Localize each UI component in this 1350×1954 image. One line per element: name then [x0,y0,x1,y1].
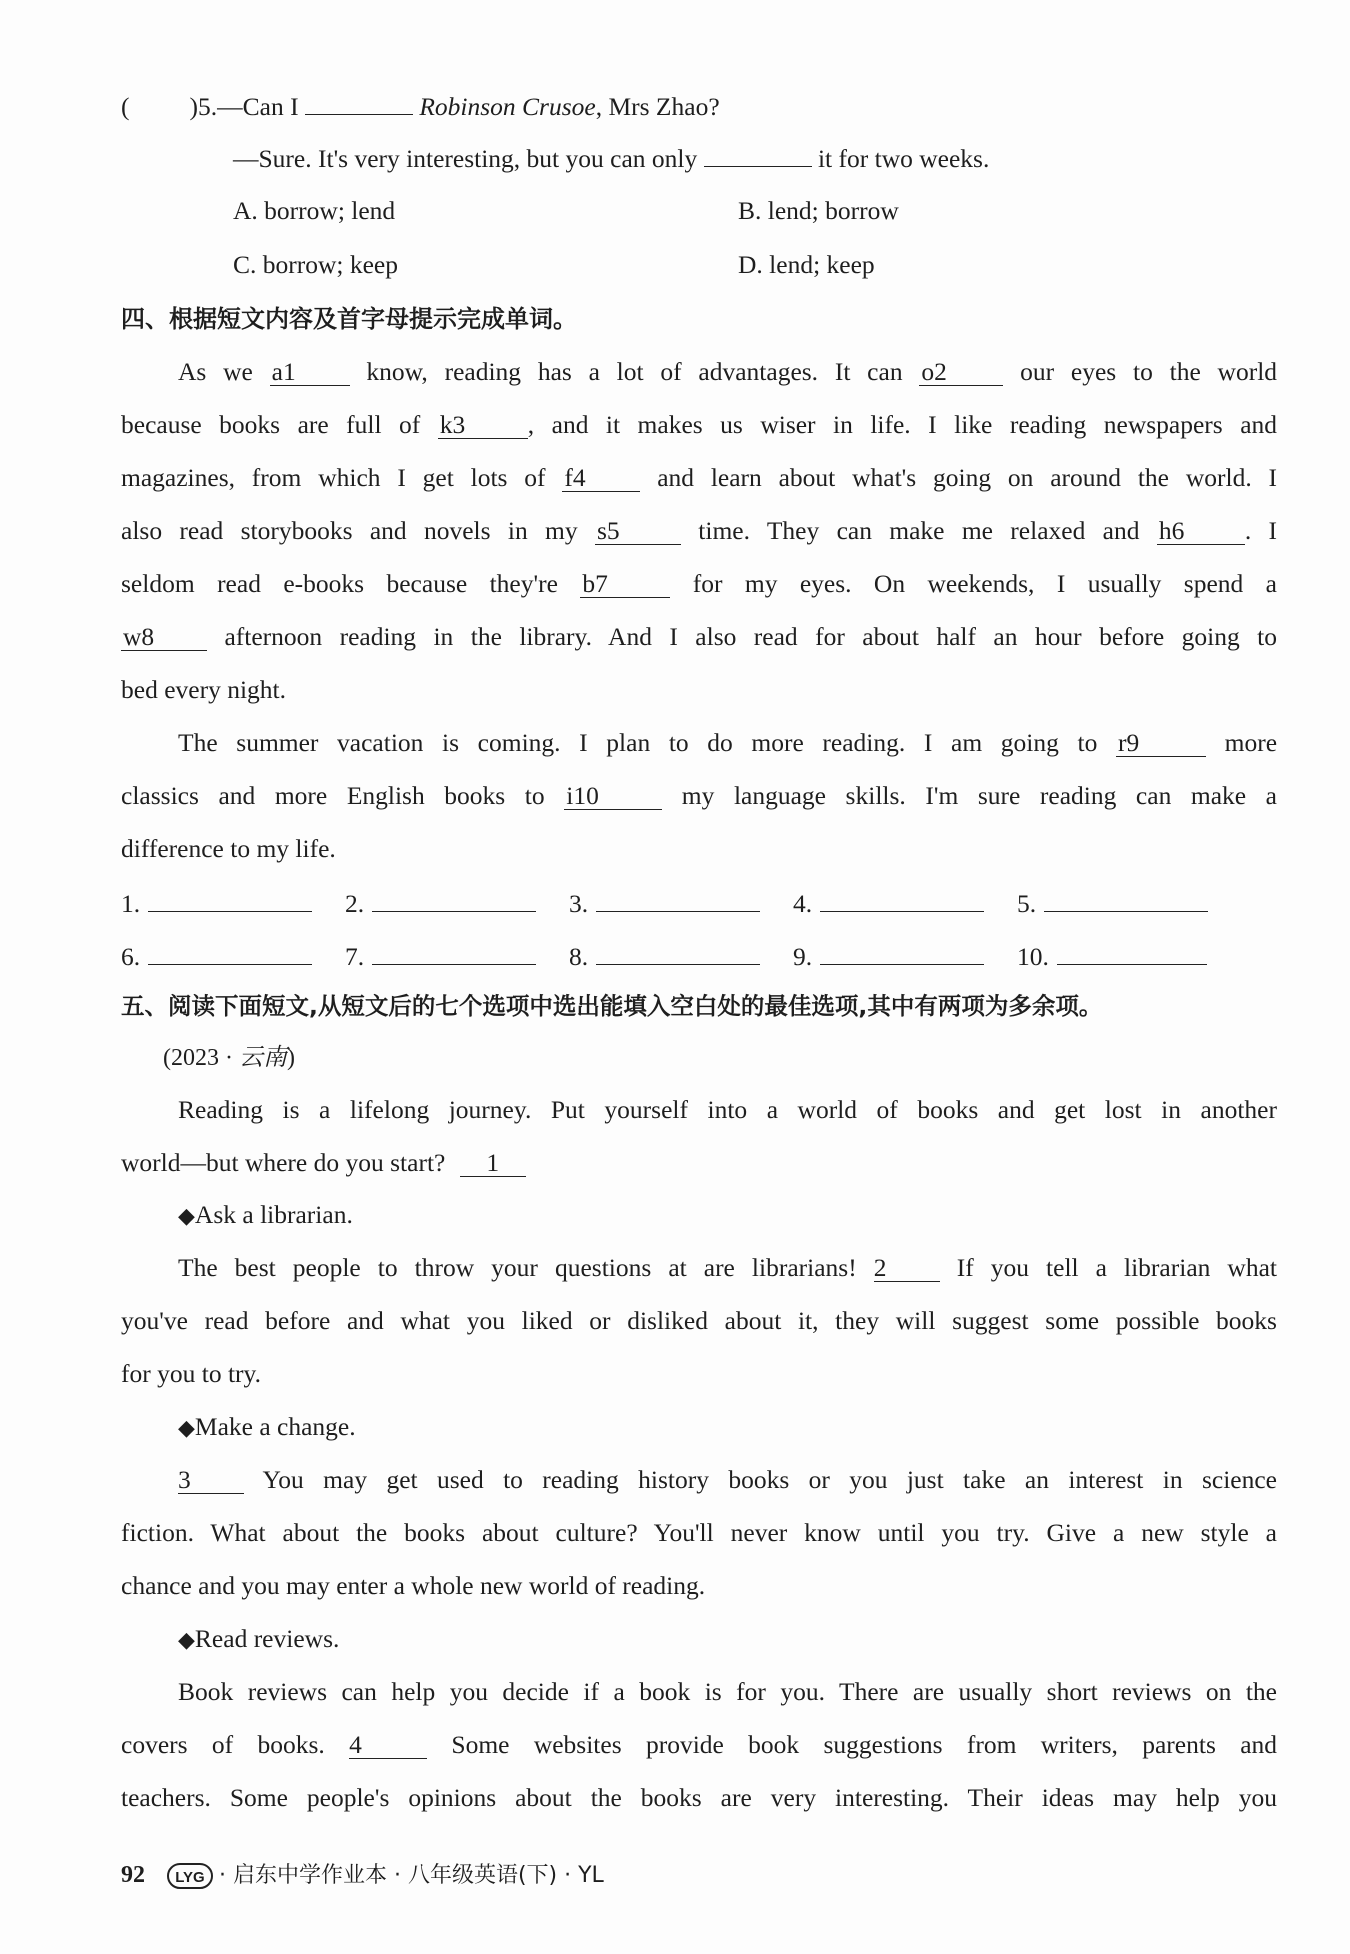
answer-row-2 [121,938,1241,972]
answer-field[interactable]: 2. [345,885,536,921]
s5-p1-line-1: Reading is a lifelong journey. Put yourself into a world of books and get lost in another [178,1095,1277,1124]
s4-line-6: w 8 afternoon reading in the library. And I also read for about half an hour before going to [123,622,1277,651]
s5-p2-line-1: The best people to throw your questions at are librarians! 2 If you tell a librarian what [178,1253,1277,1282]
diamond-bullet-icon: ◆ [178,1416,195,1441]
publisher-logo: LYG [167,1863,213,1889]
s5-p2-line-3: for you to try. [121,1359,261,1388]
answer-field[interactable]: 4. [793,885,984,921]
s5-p2-line-2: you've read before and what you liked or disliked about it, they will suggest some possible books [121,1306,1277,1335]
answer-paren: ( [121,92,130,121]
s5-p3-line-1: 3 You may get used to reading history books or you just take an interest in science [178,1465,1277,1494]
q5-option-a: A. borrow; lend [233,196,396,225]
s5-p1-line-2: world—but where do you start? 1 [121,1146,1277,1180]
s4-line-8: The summer vacation is coming. I plan to do more reading. I am going to r 9 more [178,728,1278,757]
s4-line-2: because books are full of k 3 , and it makes us wiser in life. I like reading newspapers and [121,410,1278,439]
s4-line-1: As we a 1 know, reading has a lot of advantages. It can o 2 our eyes to the world [178,357,1278,386]
answer-field[interactable]: 6. [121,938,312,974]
s5-p4-line-3: teachers. Some people's opinions about the books are very interesting. Their ideas may help you [121,1783,1277,1812]
page-footer [121,1855,604,1895]
answer-field[interactable]: 10. [1017,938,1207,974]
s5-p3-line-3: chance and you may enter a whole new world of reading. [121,1571,706,1600]
q5-option-d: D. lend; keep [738,250,875,279]
s5-p4-line-1: Book reviews can help you decide if a book is for you. There are usually short reviews on the [178,1677,1277,1706]
page-number: 92 [121,1862,145,1888]
answer-field[interactable]: 9. [793,938,984,974]
q5-blank-2 [704,166,812,167]
subheading-ask-librarian: ◆Ask a librarian. [178,1200,353,1229]
section-5-heading: 五、阅读下面短文,从短文后的七个选项中选出能填入空白处的最佳选项,其中有两项为多余项。 [121,992,1103,1020]
answer-field[interactable]: 5. [1017,885,1208,921]
s4-line-3: magazines, from which I get lots of f 4 and learn about what's going on around the world. I [121,463,1277,492]
q5-option-b: B. lend; borrow [738,196,899,225]
diamond-bullet-icon: ◆ [178,1628,195,1653]
s4-line-4: also read storybooks and novels in my s 5 time. They can make me relaxed and h 6 . I [121,516,1278,545]
subheading-make-change: ◆Make a change. [178,1412,356,1441]
answer-field[interactable]: 8. [569,938,760,974]
section-4-heading: 四、根据短文内容及首字母提示完成单词。 [121,305,577,333]
q5-option-c: C. borrow; keep [233,250,399,279]
s4-line-10: difference to my life. [121,834,336,863]
source-note: (2023 · 云南) [163,1043,295,1071]
s5-p3-line-2: fiction. What about the books about culture? You'll never know until you try. Give a new style a [121,1518,1277,1547]
answer-field[interactable]: 1. [121,885,312,921]
diamond-bullet-icon: ◆ [178,1204,195,1229]
answer-row-1 [121,885,1241,919]
subheading-read-reviews: ◆Read reviews. [178,1624,340,1653]
book-title: · 启东中学作业本 · 八年级英语(下) · YL [219,1863,604,1888]
q5-blank-1 [305,114,413,115]
s4-line-7: bed every night. [121,675,286,704]
s4-line-9: classics and more English books to i 10 my language skills. I'm sure reading can make a [121,781,1277,810]
answer-field[interactable]: 7. [345,938,536,974]
answer-field[interactable]: 3. [569,885,760,921]
s5-p4-line-2: covers of books. 4 Some websites provide book suggestions from writers, parents and [121,1730,1278,1759]
q5-question: ( )5.—Can I Robinson Crusoe, Mrs Zhao? [121,92,720,121]
q5-reply: —Sure. It's very interesting, but you can only it for two weeks. [233,144,990,173]
s4-line-5: seldom read e-books because they're b 7 for my eyes. On weekends, I usually spend a [121,569,1277,598]
